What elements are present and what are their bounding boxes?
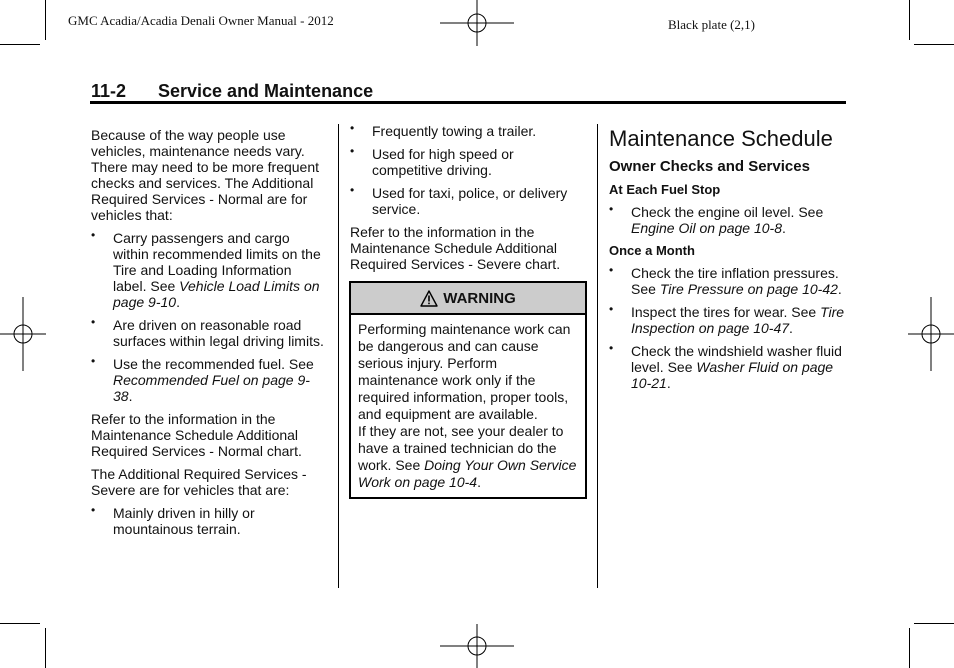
warning-text: If they are not, see your dealer to have a trained technician do the work. See Doing Your Own Service Work on page 10-4.	[358, 423, 577, 490]
section-title: Service and Maintenance	[158, 81, 374, 101]
crop-mark	[0, 623, 40, 624]
list-item: • Are driven on reasonable road surfaces within legal driving limits.	[91, 315, 324, 349]
column-divider	[338, 124, 339, 588]
list-item: • Used for high speed or competitive driving.	[350, 144, 514, 178]
column-2	[350, 123, 582, 279]
crop-mark	[0, 44, 40, 45]
warning-icon	[420, 290, 438, 307]
section-number: 11-2	[91, 81, 127, 101]
registration-mark-left	[0, 297, 46, 371]
warning-text: Performing maintenance work can be dangerous and can cause serious injury. Perform maintenance work only if the required information, proper tools, and equipment are available.	[358, 321, 571, 422]
subsection-title: Owner Checks and Services	[609, 158, 810, 175]
page-title: Maintenance Schedule	[609, 126, 833, 151]
page-reference: Vehicle Load Limits on page 9-10	[113, 278, 320, 310]
page-reference: Tire Inspection on page 10-47	[631, 304, 845, 336]
bullet-icon: •	[350, 121, 355, 135]
list-item: • Use the recommended fuel. See Recommended Fuel on page 9-38.	[91, 354, 314, 404]
fuel-stop-heading: At Each Fuel Stop	[609, 182, 721, 197]
page-reference: Engine Oil on page 10-8	[631, 220, 782, 236]
list-item: • Check the windshield washer fluid level. See Washer Fluid on page 10-21.	[609, 341, 842, 391]
running-header-left: GMC Acadia/Acadia Denali Owner Manual - 2012	[68, 13, 334, 28]
severe-conditions-list-continued	[350, 123, 582, 217]
fuel-stop-list	[609, 204, 846, 236]
column-divider	[597, 124, 598, 588]
bullet-icon: •	[91, 228, 96, 242]
page-reference: Tire Pressure on page 10-42	[659, 281, 838, 297]
running-header-right: Black plate (2,1)	[668, 17, 755, 32]
column-1	[91, 127, 326, 544]
bullet-icon: •	[91, 503, 96, 517]
refer-severe-paragraph: Refer to the information in the Maintenance Schedule Additional Required Services - Severe chart.	[350, 224, 561, 272]
monthly-list	[609, 265, 846, 391]
warning-header	[351, 283, 585, 315]
crop-mark	[45, 0, 46, 40]
crop-mark	[914, 623, 954, 624]
warning-box	[349, 281, 587, 499]
page-reference: Recommended Fuel on page 9-38	[113, 372, 310, 404]
refer-normal-paragraph: Refer to the information in the Maintenance Schedule Additional Required Services - Normal chart.	[91, 411, 302, 459]
bullet-icon: •	[350, 183, 355, 197]
crop-mark	[909, 0, 910, 40]
bullet-icon: •	[609, 202, 614, 216]
list-item: • Used for taxi, police, or delivery service.	[350, 183, 568, 217]
severe-conditions-list	[91, 505, 326, 537]
bullet-icon: •	[91, 354, 96, 368]
bullet-icon: •	[609, 341, 614, 355]
bullet-icon: •	[350, 144, 355, 158]
warning-label: WARNING	[443, 289, 516, 307]
column-3	[609, 126, 846, 398]
page-reference: Washer Fluid on page 10-21	[631, 359, 834, 391]
bullet-icon: •	[609, 302, 614, 316]
monthly-heading: Once a Month	[609, 243, 695, 258]
bullet-icon: •	[609, 263, 614, 277]
list-item: • Carry passengers and cargo within recommended limits on the Tire and Loading Information label. See Vehicle Load Limits on page 9-10.	[91, 228, 321, 310]
bullet-icon: •	[91, 315, 96, 329]
normal-conditions-list	[91, 230, 326, 404]
severe-intro-paragraph: The Additional Required Services - Severe are for vehicles that are:	[91, 466, 307, 498]
crop-mark	[914, 44, 954, 45]
list-item: • Inspect the tires for wear. See Tire Inspection on page 10-47.	[609, 302, 845, 336]
registration-mark-top	[440, 0, 514, 46]
intro-paragraph: Because of the way people use vehicles, maintenance needs vary. There may need to be more frequent checks and services. The Additional Required Services - Normal are for vehicles that:	[91, 127, 320, 223]
crop-mark	[909, 628, 910, 668]
registration-mark-right	[908, 297, 954, 371]
list-item: • Check the tire inflation pressures. See Tire Pressure on page 10-42.	[609, 263, 842, 297]
list-item: • Frequently towing a trailer.	[350, 121, 537, 139]
section-rule	[90, 101, 846, 104]
list-item: • Mainly driven in hilly or mountainous terrain.	[91, 503, 255, 537]
warning-body	[351, 315, 585, 497]
page-reference: Doing Your Own Service Work on page 10-4	[358, 457, 577, 490]
registration-mark-bottom	[440, 624, 514, 668]
list-item: • Check the engine oil level. See Engine Oil on page 10-8.	[609, 202, 824, 236]
crop-mark	[45, 628, 46, 668]
